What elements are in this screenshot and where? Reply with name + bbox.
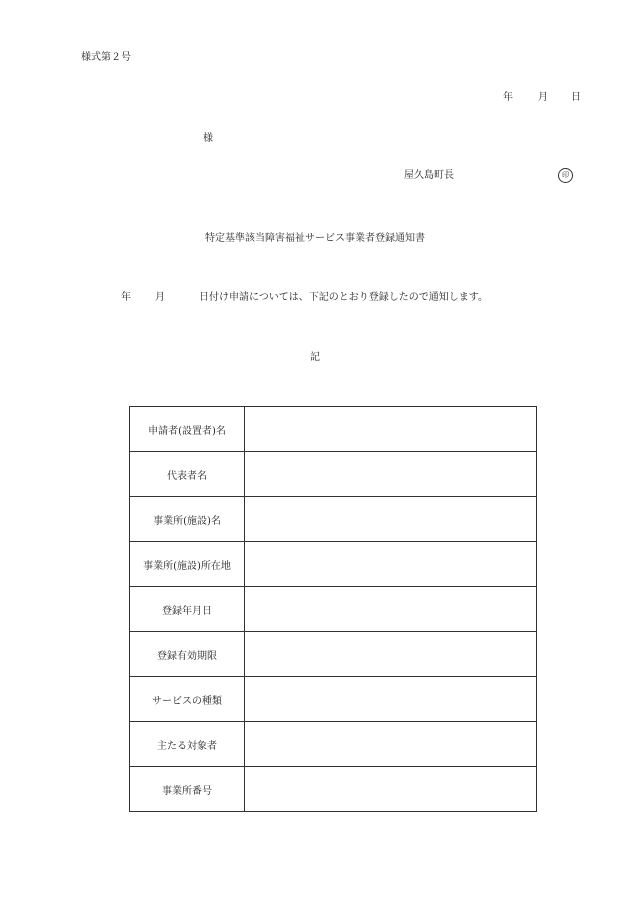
row-label-facility-address: 事業所(施設)所在地 bbox=[130, 542, 245, 587]
row-label-main-target: 主たる対象者 bbox=[130, 722, 245, 767]
row-value-facility-number bbox=[245, 767, 537, 812]
row-label-facility-number: 事業所番号 bbox=[130, 767, 245, 812]
table-row bbox=[130, 497, 537, 542]
addressee-suffix: 様 bbox=[203, 133, 213, 144]
row-label-representative-name: 代表者名 bbox=[130, 452, 245, 497]
date-month-label: 月 bbox=[538, 92, 548, 103]
row-value-applicant-name bbox=[245, 407, 537, 452]
date-day-label: 日 bbox=[571, 92, 581, 103]
table-row bbox=[130, 722, 537, 767]
date-year-label: 年 bbox=[503, 92, 513, 103]
row-label-registration-date: 登録年月日 bbox=[130, 587, 245, 632]
table-row bbox=[130, 587, 537, 632]
row-label-applicant-name: 申請者(設置者)名 bbox=[130, 407, 245, 452]
document-title: 特定基準該当障害福祉サービス事業者登録通知書 bbox=[205, 233, 425, 244]
row-value-main-target bbox=[245, 722, 537, 767]
table-row bbox=[130, 677, 537, 722]
body-year-label: 年 bbox=[121, 292, 131, 303]
table-row bbox=[130, 452, 537, 497]
body-text: 日付け申請については、下記のとおり登録したので通知します。 bbox=[199, 292, 488, 303]
row-label-service-type: サービスの種類 bbox=[130, 677, 245, 722]
table-row bbox=[130, 767, 537, 812]
table-row bbox=[130, 407, 537, 452]
row-value-validity-period bbox=[245, 632, 537, 677]
issuer-title: 屋久島町長 bbox=[404, 170, 454, 181]
row-value-facility-address bbox=[245, 542, 537, 587]
seal-icon: 印 bbox=[558, 168, 573, 183]
registration-info-table bbox=[129, 406, 537, 812]
row-value-registration-date bbox=[245, 587, 537, 632]
table-row bbox=[130, 632, 537, 677]
body-month-label: 月 bbox=[155, 292, 165, 303]
row-value-facility-name bbox=[245, 497, 537, 542]
form-number: 様式第２号 bbox=[81, 52, 131, 63]
row-label-facility-name: 事業所(施設)名 bbox=[130, 497, 245, 542]
row-label-validity-period: 登録有効期限 bbox=[130, 632, 245, 677]
ki-heading: 記 bbox=[310, 352, 320, 363]
table-row bbox=[130, 542, 537, 587]
row-value-representative-name bbox=[245, 452, 537, 497]
row-value-service-type bbox=[245, 677, 537, 722]
